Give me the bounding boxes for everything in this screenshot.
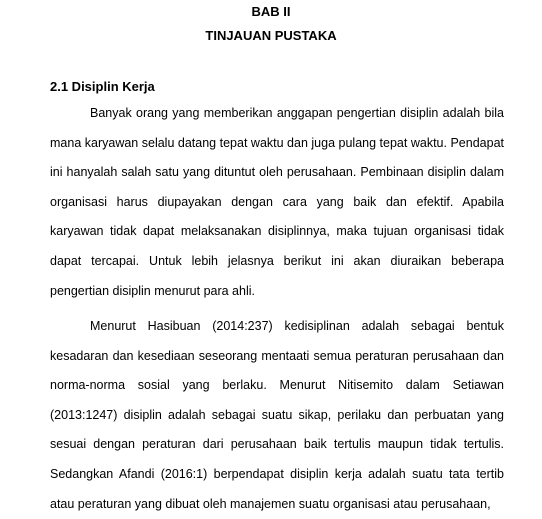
body-paragraph: Banyak orang yang memberikan anggapan pengertian disiplin adalah bila mana karyawan selalu datang tepat waktu dan juga pulang tepat waktu. Pendapat ini hanyalah salah satu yang dituntut oleh perusahaan. Pembinaan disiplin dalam organisasi harus diupayakan dengan cara yang baik dan efektif. Apabila karyawan tidak dapat melaksanakan disiplinnya, maka tujuan organisasi tidak dapat tercapai. Untuk lebih jelasnya berikut ini akan diuraikan beberapa pengertian disiplin menurut para ahli. bbox=[50, 106, 504, 298]
chapter-number: BAB II bbox=[251, 4, 291, 19]
chapter-title: TINJAUAN PUSTAKA bbox=[205, 28, 337, 43]
body-paragraph: Menurut Hasibuan (2014:237) kedisiplinan adalah sebagai bentuk kesadaran dan kesediaan seseorang mentaati semua peraturan perusahaan dan norma-norma sosial yang berlaku. Menurut Nitisemito dalam Setiawan (2013:1247) disiplin adalah sebagai suatu sikap, perilaku dan perbuatan yang sesuai dengan peraturan dari perusahaan baik tertulis maupun tidak tertulis. Sedangkan Afandi (2016:1) berpendapat disiplin kerja adalah suatu tata tertib atau peraturan yang dibuat oleh manajemen suatu organisasi atau perusahaan, bbox=[50, 319, 504, 511]
section-heading: 2.1 Disiplin Kerja bbox=[50, 79, 155, 94]
